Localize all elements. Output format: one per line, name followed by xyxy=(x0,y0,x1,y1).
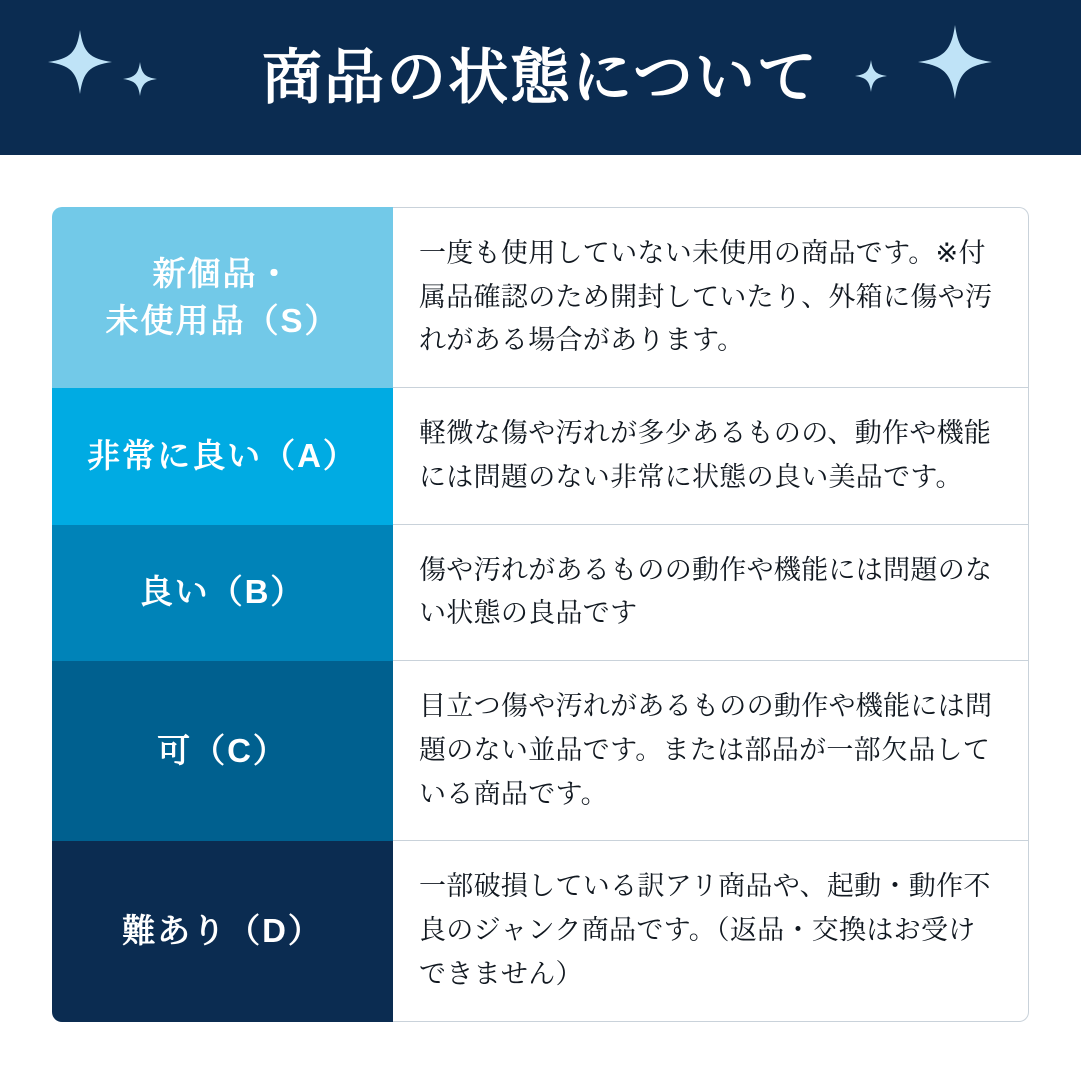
condition-table xyxy=(52,207,1029,1022)
sparkle-icon xyxy=(123,62,157,96)
grade-description-a: 軽微な傷や汚れが多少あるものの、動作や機能には問題のない非常に状態の良い美品です。 xyxy=(393,388,1029,524)
grade-label-a: 非常に良い（A） xyxy=(52,388,393,524)
grade-description-c: 目立つ傷や汚れがあるものの動作や機能には問題のない並品です。または部品が一部欠品している商品です。 xyxy=(393,661,1029,841)
table-row xyxy=(52,388,1029,524)
page-header xyxy=(0,0,1081,155)
table-row xyxy=(52,525,1029,661)
grade-label-line1: 新個品・ xyxy=(152,254,293,292)
sparkle-icon xyxy=(855,60,887,92)
grade-label-c: 可（C） xyxy=(52,661,393,841)
sparkle-icon xyxy=(918,25,992,99)
page-title: 商品の状態について xyxy=(262,43,819,111)
table-row xyxy=(52,207,1029,388)
grade-description-b: 傷や汚れがあるものの動作や機能には問題のない状態の良品です xyxy=(393,525,1029,661)
grade-description-d: 一部破損している訳アリ商品や、起動・動作不良のジャンク商品です。（返品・交換はお受けできません） xyxy=(393,841,1029,1021)
grade-label-line2: 未使用品（S） xyxy=(105,301,340,339)
sparkle-icon xyxy=(48,30,112,94)
grade-label-d: 難あり（D） xyxy=(52,841,393,1021)
condition-table-wrapper xyxy=(0,155,1081,1022)
grade-label-b: 良い（B） xyxy=(52,525,393,661)
table-row xyxy=(52,841,1029,1021)
grade-label-s xyxy=(52,207,393,388)
table-row xyxy=(52,661,1029,841)
grade-description-s: 一度も使用していない未使用の商品です。※付属品確認のため開封していたり、外箱に傷や汚れがある場合があります。 xyxy=(393,207,1029,388)
